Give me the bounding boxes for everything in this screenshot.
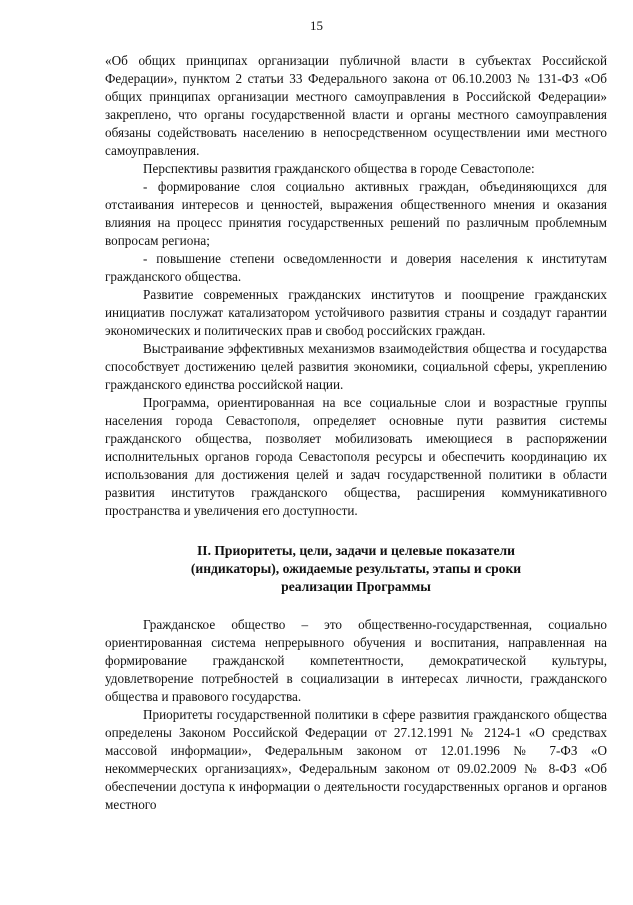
paragraph-interaction-mechanisms: Выстраивание эффективных механизмов взаимодействия общества и государства способствует достижению целей развития экономики, социальной сферы, укреплению гражданского единства российской нации. [105,341,607,392]
paragraph-civil-society-definition: Гражданское общество – это общественно-государственная, социально ориентированная система непрерывного обучения и воспитания, направленная на формирование гражданской компетентности, демократической культуры, удовлетворение потребностей в социализации в интересах личности, гражданского общества и правового государства. [105,617,607,704]
paragraph-law-reference: «Об общих принципах организации публичной власти в субъектах Российской Федерации», пунктом 2 статьи 33 Федерального закона от 06.10.2003 № 131-ФЗ «Об общих принципах организации местного самоуправления в Российской Федерации» закреплено, что органы государственной власти и органы местного самоуправления обязаны содействовать населению в непосредственном осуществлении ими местного самоуправления. [105,53,607,158]
section-heading-line-2: (индикаторы), ожидаемые результаты, этапы и сроки [190,561,522,576]
paragraph-program-scope: Программа, ориентированная на все социальные слои и возрастные группы населения города Севастополя, определяет основные пути развития системы гражданского общества, позволяет мобилизовать имеющиеся в распоряжении исполнительных органов города Севастополя ресурсы и обеспечить координацию их использования для достижения целей и задач государственной политики в области развития институтов гражданского общества, расширения коммуникативного пространства и увеличения его доступности. [105,395,607,518]
list-item-active-citizens: - формирование слоя социально активных граждан, объединяющихся для отстаивания интересов и ценностей, выражения общественного мнения и оказания влияния на процесс принятия государственных решений по различным проблемным вопросам региона; [105,179,607,248]
section-heading [105,542,607,596]
paragraph-civil-institutions: Развитие современных гражданских институтов и поощрение гражданских инициатив послужат катализатором устойчивого развития страны и создадут гарантии экономических и политических прав и свобод российских граждан. [105,287,607,338]
paragraph-perspectives-intro: Перспективы развития гражданского общества в городе Севастополе: [143,161,535,176]
section-heading-line-1: II. Приоритеты, цели, задачи и целевые показатели [196,543,515,558]
page-number: 15 [310,18,323,33]
section-heading-line-3: реализации Программы [281,579,431,594]
paragraph-state-policy-priorities: Приоритеты государственной политики в сфере развития гражданского общества определены Законом Российской Федерации от 27.12.1991 № 2124-1 «О средствах массовой информации», Федеральным законом от 12.01.1996 № 7-ФЗ «О некоммерческих организациях», Федеральным законом от 09.02.2009 № 8-ФЗ «Об обеспечении доступа к информации о деятельности государственных органов и органов местного [105,707,607,812]
list-item-awareness-trust: - повышение степени осведомленности и доверия населения к институтам гражданского общества. [105,251,607,284]
document-body [105,52,607,814]
